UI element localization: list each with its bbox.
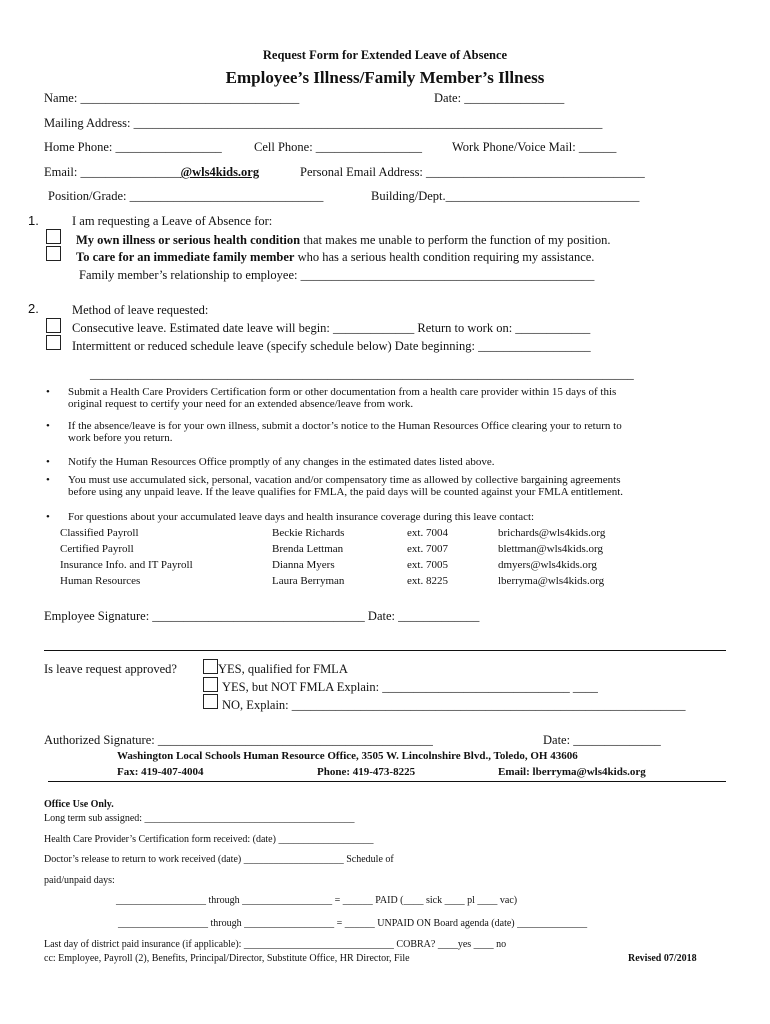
bullet-item: • For questions about your accumulated leave days and health insurance coverage during this leave contact: xyxy=(68,511,534,523)
office-email: Email: lberryma@wls4kids.org xyxy=(498,766,646,778)
bullet-item: • Notify the Human Resources Office promptly of any changes in the estimated dates listed above. xyxy=(68,456,495,468)
contact-email: dmyers@wls4kids.org xyxy=(498,559,597,571)
office-fax: Fax: 419-407-4004 xyxy=(117,766,204,778)
contact-email: brichards@wls4kids.org xyxy=(498,527,606,539)
form-title: Employee’s Illness/Family Member’s Illness xyxy=(225,68,545,87)
yes-fmla-label: YES, qualified for FMLA xyxy=(218,662,348,676)
hcp-certification-field[interactable]: Health Care Provider’s Certification form received: (date) ___________________ xyxy=(44,834,374,845)
email-domain: @wls4kids.org xyxy=(180,165,260,179)
section-2-intro: Method of leave requested: xyxy=(72,303,209,317)
form-subtitle: Request Form for Extended Leave of Absence xyxy=(262,48,508,62)
section-1-number: 1. xyxy=(28,213,39,228)
schedule-line[interactable]: _______________________________________________________________________________________ xyxy=(90,367,634,381)
family-member-label: To care for an immediate family member who has a serious health condition requiring my assistance. xyxy=(76,250,595,264)
email-field[interactable] xyxy=(44,165,259,180)
divider xyxy=(48,781,726,782)
section-1-intro: I am requesting a Leave of Absence for: xyxy=(72,214,273,228)
no-label: NO, Explain: _______________________________________________________________ xyxy=(222,698,686,712)
cell-phone-field[interactable]: Cell Phone: _________________ xyxy=(254,140,423,154)
bullet-item: • Submit a Health Care Providers Certification form or other documentation from a health care provider within 15 days of this original request to certify your need for an extended absence/leave from work. xyxy=(68,386,616,410)
no-checkbox[interactable] xyxy=(203,694,218,709)
revised-date: Revised 07/2018 xyxy=(628,953,697,964)
own-illness-checkbox[interactable] xyxy=(46,229,61,244)
section-2-number: 2. xyxy=(28,301,39,316)
paid-unpaid-label: paid/unpaid days: xyxy=(44,875,115,886)
building-dept-field[interactable]: Building/Dept._______________________________ xyxy=(371,189,640,203)
bullet-item: • You must use accumulated sick, personal, vacation and/or compensatory time as allowed by collective bargaining agreements before using any unpaid leave. If the leave qualifies for FMLA, the paid days will be counted against your FMLA entitlement. xyxy=(68,474,623,498)
consecutive-leave-label: Consecutive leave. Estimated date leave will begin: _____________ Return to work on: ____________ xyxy=(72,321,591,335)
authorized-signature-field[interactable]: Authorized Signature: ____________________________________________ xyxy=(44,733,433,747)
name-field[interactable]: Name: ___________________________________ xyxy=(44,91,300,105)
intermittent-leave-checkbox[interactable] xyxy=(46,335,61,350)
contact-email: lberryma@wls4kids.org xyxy=(498,575,605,587)
contact-email: blettman@wls4kids.org xyxy=(498,543,603,555)
email-prefix: Email: ________________ xyxy=(44,165,181,179)
office-phone: Phone: 419-473-8225 xyxy=(317,766,416,778)
unpaid-days-row[interactable]: __________________ through __________________ = ______ UNPAID ON Board agenda (date) ______________ xyxy=(118,918,588,929)
intermittent-leave-label: Intermittent or reduced schedule leave (specify schedule below) Date beginning: __________________ xyxy=(72,339,591,353)
insurance-cobra-row[interactable]: Last day of district paid insurance (if applicable): ______________________________ COBRA? ____yes ____ no xyxy=(44,939,507,950)
home-phone-field[interactable]: Home Phone: _________________ xyxy=(44,140,222,154)
work-phone-field[interactable]: Work Phone/Voice Mail: ______ xyxy=(452,140,617,154)
position-grade-field[interactable]: Position/Grade: _______________________________ xyxy=(48,189,324,203)
paid-days-row[interactable]: __________________ through __________________ = ______ PAID (____ sick ____ pl ____ vac) xyxy=(116,895,518,906)
own-illness-label: My own illness or serious health condition that makes me unable to perform the function of my position. xyxy=(76,233,611,247)
approval-question: Is leave request approved? xyxy=(44,662,177,676)
office-use-title: Office Use Only. xyxy=(44,799,114,810)
yes-fmla-checkbox[interactable] xyxy=(203,659,218,674)
authorized-date-field[interactable]: Date: ______________ xyxy=(543,733,661,747)
yes-not-fmla-label: YES, but NOT FMLA Explain: ______________________________ ____ xyxy=(222,680,598,694)
personal-email-field[interactable]: Personal Email Address: ___________________________________ xyxy=(300,165,645,179)
doctor-release-field[interactable]: Doctor’s release to return to work received (date) ____________________ Schedule of xyxy=(44,854,394,865)
long-term-sub-field[interactable]: Long term sub assigned: __________________________________________ xyxy=(44,813,355,824)
consecutive-leave-checkbox[interactable] xyxy=(46,318,61,333)
date-field[interactable]: Date: ________________ xyxy=(434,91,565,105)
divider xyxy=(44,650,726,651)
yes-not-fmla-checkbox[interactable] xyxy=(203,677,218,692)
bullet-item: • If the absence/leave is for your own illness, submit a doctor’s notice to the Human Resources Office clearing your to return to work before you return. xyxy=(68,420,622,444)
office-address: Washington Local Schools Human Resource Office, 3505 W. Lincolnshire Blvd., Toledo, OH 43606 xyxy=(117,750,578,762)
relationship-field[interactable]: Family member’s relationship to employee: _______________________________________________ xyxy=(79,268,595,282)
cc-line: cc: Employee, Payroll (2), Benefits, Principal/Director, Substitute Office, HR Director, File xyxy=(44,953,410,964)
family-member-checkbox[interactable] xyxy=(46,246,61,261)
employee-signature-field[interactable]: Employee Signature: __________________________________ Date: _____________ xyxy=(44,609,480,623)
mailing-address-field[interactable]: Mailing Address: ___________________________________________________________________________ xyxy=(44,116,603,130)
